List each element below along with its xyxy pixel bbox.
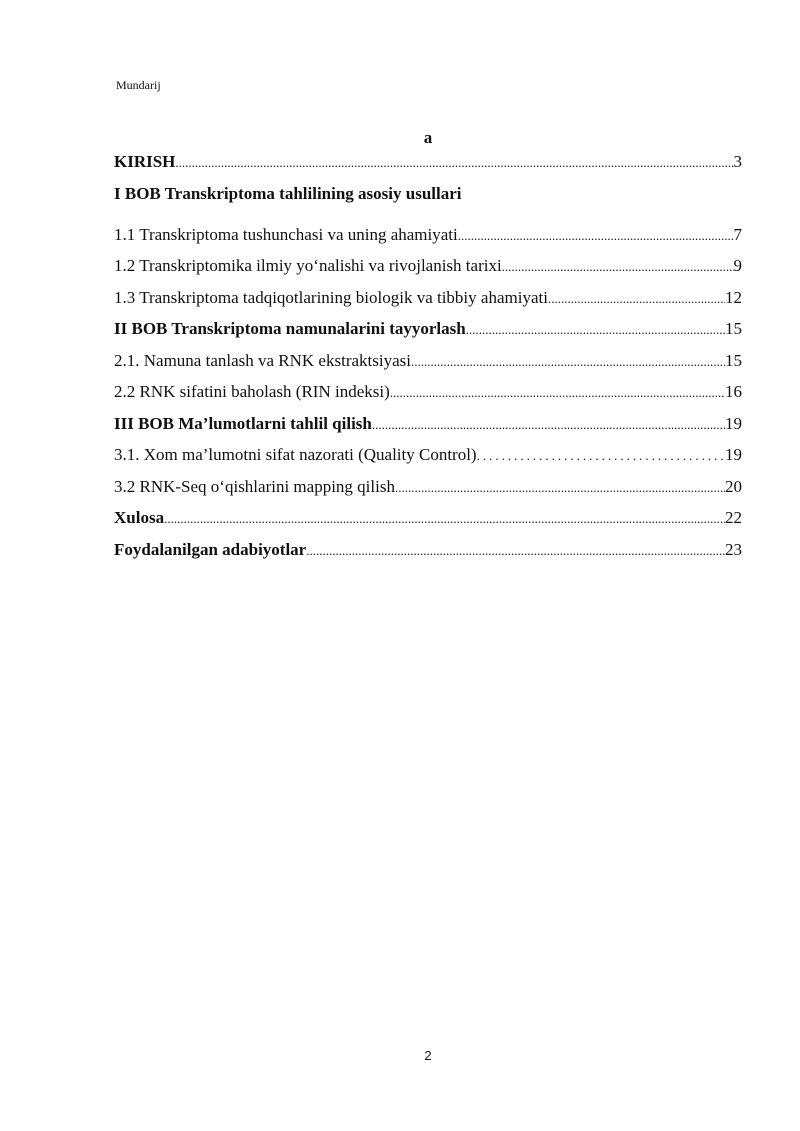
toc-entry-title: 3.2 RNK-Seq o‘qishlarini mapping qilish <box>114 477 395 496</box>
toc-page-number: 15 <box>725 351 742 370</box>
toc-page-number: 3 <box>733 152 742 171</box>
toc-entry-title: Foydalanilgan adabiyotlar <box>114 540 307 559</box>
toc-entry-title: 1.2 Transkriptomika ilmiy yo‘nalishi va rivojlanish tarixi <box>114 256 502 275</box>
toc-page-number: 12 <box>725 288 742 307</box>
toc-entry-adabiyotlar[interactable] <box>114 540 742 560</box>
toc-entry-1-3[interactable] <box>114 288 742 308</box>
leader-dots <box>164 511 725 527</box>
toc-page-number: 19 <box>725 414 742 433</box>
toc-entry-2-2[interactable] <box>114 382 742 402</box>
header-label: Mundarij <box>116 78 161 92</box>
stray-letter: a <box>423 128 433 147</box>
leader-dots <box>411 354 725 370</box>
leader-dots <box>458 228 734 244</box>
toc-page-number: 22 <box>725 508 742 527</box>
leader-dots <box>477 448 725 464</box>
chapter1-heading[interactable]: I BOB Transkriptoma tahlilining asosiy usullari <box>114 184 462 203</box>
toc-page-number: 23 <box>725 540 742 559</box>
toc-entry-3-2[interactable] <box>114 477 742 497</box>
leader-dots <box>466 322 725 338</box>
toc-entry-title: 2.2 RNK sifatini baholash (RIN indeksi) <box>114 382 390 401</box>
leader-dots <box>502 259 734 275</box>
toc-entry-title: 1.3 Transkriptoma tadqiqotlarining biologik va tibbiy ahamiyati <box>114 288 548 307</box>
toc-entry-2-1[interactable] <box>114 351 742 371</box>
toc-entry-title: 2.1. Namuna tanlash va RNK ekstraktsiyasi <box>114 351 411 370</box>
toc-entry-xulosa[interactable] <box>114 508 742 528</box>
leader-dots <box>390 385 725 401</box>
toc-entry-title: II BOB Transkriptoma namunalarini tayyorlash <box>114 319 466 338</box>
leader-dots <box>548 291 725 307</box>
leader-dots <box>306 543 725 559</box>
toc-entry-kirish[interactable] <box>114 152 742 172</box>
page-number: 2 <box>424 1048 432 1063</box>
toc-page-number: 16 <box>725 382 742 401</box>
toc-entry-chapter3[interactable] <box>114 414 742 434</box>
toc-entry-title: 1.1 Transkriptoma tushunchasi va uning ahamiyati <box>114 225 458 244</box>
toc-entry-title: III BOB Ma’lumotlarni tahlil qilish <box>114 414 372 433</box>
toc-entry-1-2[interactable] <box>114 256 742 276</box>
toc-page-number: 9 <box>733 256 742 275</box>
leader-dots <box>175 155 733 171</box>
leader-dots <box>372 417 725 433</box>
toc-entry-title: Xulosa <box>114 508 165 527</box>
toc-page-number: 20 <box>725 477 742 496</box>
toc-entry-chapter2[interactable] <box>114 319 742 339</box>
toc-page-number: 19 <box>725 445 742 464</box>
toc-entry-3-1[interactable] <box>114 445 742 465</box>
toc-page-number: 15 <box>725 319 742 338</box>
toc-entry-title: 3.1. Xom ma’lumotni sifat nazorati (Quality Control) <box>114 445 477 464</box>
leader-dots <box>395 480 725 496</box>
toc-entry-title: KIRISH <box>114 152 176 171</box>
toc-entry-1-1[interactable] <box>114 225 742 245</box>
toc-page-number: 7 <box>733 225 742 244</box>
